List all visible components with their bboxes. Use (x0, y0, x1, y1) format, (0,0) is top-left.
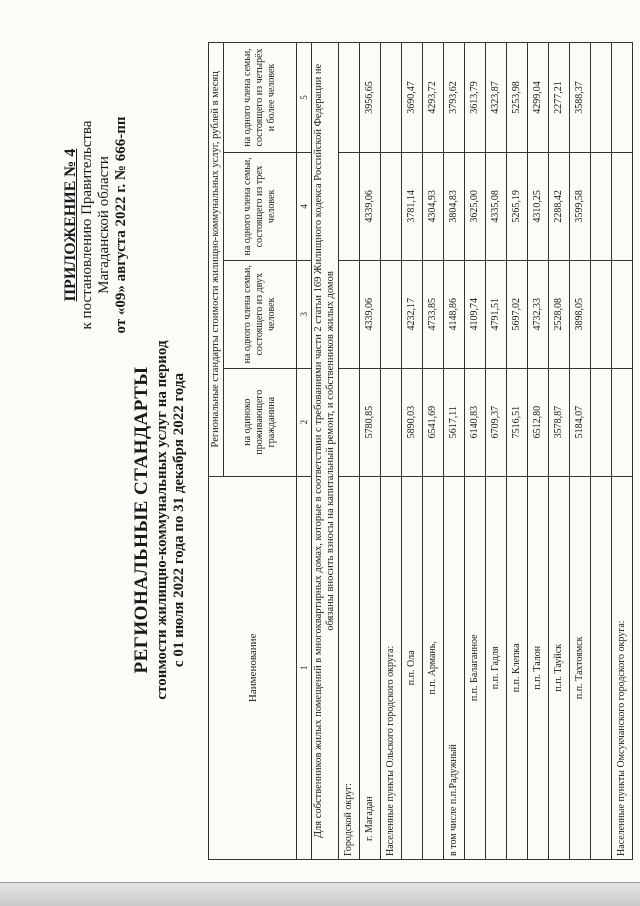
annex-title: ПРИЛОЖЕНИЕ № 4 (62, 148, 79, 302)
row-value: 5697,02 (507, 260, 528, 368)
row-value (612, 152, 633, 260)
row-value: 4299,04 (528, 43, 549, 153)
row-label: г. Магадан (360, 476, 381, 859)
table-row (444, 43, 465, 860)
table-row (402, 43, 423, 860)
row-value: 4733,85 (423, 260, 444, 368)
title-sub-2: с 01 июля 2022 года по 31 декабря 2022 года (171, 372, 187, 668)
row-value: 4310,25 (528, 152, 549, 260)
table-row (528, 43, 549, 860)
col-header-1: на одиноко проживающего гражданина (224, 368, 297, 476)
row-value: 3898,05 (570, 260, 591, 368)
row-label: п.п. Ола (402, 476, 423, 859)
name-header: Наименование (209, 476, 297, 859)
row-value (339, 260, 360, 368)
row-value (381, 152, 402, 260)
title-main: РЕГИОНАЛЬНЫЕ СТАНДАРТЫ (131, 366, 152, 674)
table-row (423, 43, 444, 860)
standards-table (208, 42, 633, 860)
row-value (612, 260, 633, 368)
row-label: Городской округ: (339, 476, 360, 859)
row-label: в том числе п.п.Радужный (444, 476, 465, 859)
table-row (591, 43, 612, 860)
row-value (339, 368, 360, 476)
document-header (20, 20, 190, 880)
row-value: 4148,86 (444, 260, 465, 368)
row-value: 4323,87 (486, 43, 507, 153)
row-value (339, 152, 360, 260)
col-header-3: на одного члена семьи, состоящего из трех человек (224, 152, 297, 260)
col-number: 2 (297, 368, 312, 476)
row-value (591, 368, 612, 476)
row-value: 4339,06 (360, 260, 381, 368)
row-value (591, 152, 612, 260)
row-value (381, 368, 402, 476)
row-label: п.п. Тахтоямск (570, 476, 591, 859)
row-value: 4335,08 (486, 152, 507, 260)
row-value: 6709,37 (486, 368, 507, 476)
row-value: 4304,93 (423, 152, 444, 260)
row-label: п.п. Клепка (507, 476, 528, 859)
row-value: 3793,62 (444, 43, 465, 153)
annex-line-3: Магаданской области (96, 156, 112, 294)
table-row (360, 43, 381, 860)
row-value: 4339,06 (360, 152, 381, 260)
row-value: 2288,42 (549, 152, 570, 260)
row-value: 4293,72 (423, 43, 444, 153)
table-row (339, 43, 360, 860)
row-label: п.п. Гадля (486, 476, 507, 859)
row-value: 5780,85 (360, 368, 381, 476)
row-label (591, 476, 612, 859)
row-value: 2277,21 (549, 43, 570, 153)
row-value: 5617,11 (444, 368, 465, 476)
scan-edge (0, 882, 640, 906)
row-value: 3625,00 (465, 152, 486, 260)
row-value (591, 43, 612, 153)
group-header: Региональные стандарты стоимости жилищно-коммунальных услуг, рублей в месяц (209, 43, 224, 477)
row-value: 4732,33 (528, 260, 549, 368)
row-value (339, 43, 360, 153)
row-label: Населенные пункты Ольского городского округа: (381, 476, 402, 859)
annex-block (62, 60, 130, 390)
col-header-2: на одного члена семьи, состоящего из двух человек (224, 260, 297, 368)
row-value: 2528,08 (549, 260, 570, 368)
row-value (612, 43, 633, 153)
row-value: 4232,17 (402, 260, 423, 368)
row-value: 3804,83 (444, 152, 465, 260)
row-value: 3690,47 (402, 43, 423, 153)
annex-line-2: к постановлению Правительства (79, 120, 95, 330)
table-row (612, 43, 633, 860)
annex-line-4: от «09» августа 2022 г. № 666-пп (113, 116, 129, 334)
row-value: 4109,74 (465, 260, 486, 368)
row-value: 3781,14 (402, 152, 423, 260)
row-label: п.п. Армань, (423, 476, 444, 859)
col-number: 5 (297, 43, 312, 153)
row-value: 3578,87 (549, 368, 570, 476)
row-value (381, 260, 402, 368)
col-number: 3 (297, 260, 312, 368)
row-value (612, 368, 633, 476)
row-value: 7516,51 (507, 368, 528, 476)
col-number: 1 (297, 476, 312, 859)
row-value: 4791,51 (486, 260, 507, 368)
rotated-document (20, 20, 627, 880)
row-value: 3956,65 (360, 43, 381, 153)
category-span-row: Для собственников жилых помещений в многоквартирных домах, которые в соответствии с требованиями части 2 статьи 169 Жилищного кодекса Российской Федерации не обязаны вносить взносы на капитальный ремонт, и собственников жилых домов (312, 43, 339, 860)
row-label: п.п. Балаганное (465, 476, 486, 859)
col-number: 4 (297, 152, 312, 260)
col-header-4: на одного члена семьи, состоящего из четырёх и более человек (224, 43, 297, 153)
row-label: п.п. Талон (528, 476, 549, 859)
row-value: 6541,69 (423, 368, 444, 476)
row-value: 3588,37 (570, 43, 591, 153)
row-value: 5890,03 (402, 368, 423, 476)
row-value (591, 260, 612, 368)
table-row (486, 43, 507, 860)
title-sub-1: стоимости жилищно-коммунальных услуг на период (154, 340, 170, 700)
row-label: п.п. Тауйск (549, 476, 570, 859)
row-value: 5253,98 (507, 43, 528, 153)
row-value: 3613,79 (465, 43, 486, 153)
row-value: 6512,80 (528, 368, 549, 476)
row-value (381, 43, 402, 153)
table-row (381, 43, 402, 860)
row-value: 6140,83 (465, 368, 486, 476)
row-value: 5184,07 (570, 368, 591, 476)
document-title (130, 220, 188, 820)
table-row (465, 43, 486, 860)
table-row (570, 43, 591, 860)
table-row (549, 43, 570, 860)
table-row (507, 43, 528, 860)
row-value: 5265,19 (507, 152, 528, 260)
row-value: 3599,58 (570, 152, 591, 260)
row-label: Населенные пункты Омсукчанского городского округа: (612, 476, 633, 859)
